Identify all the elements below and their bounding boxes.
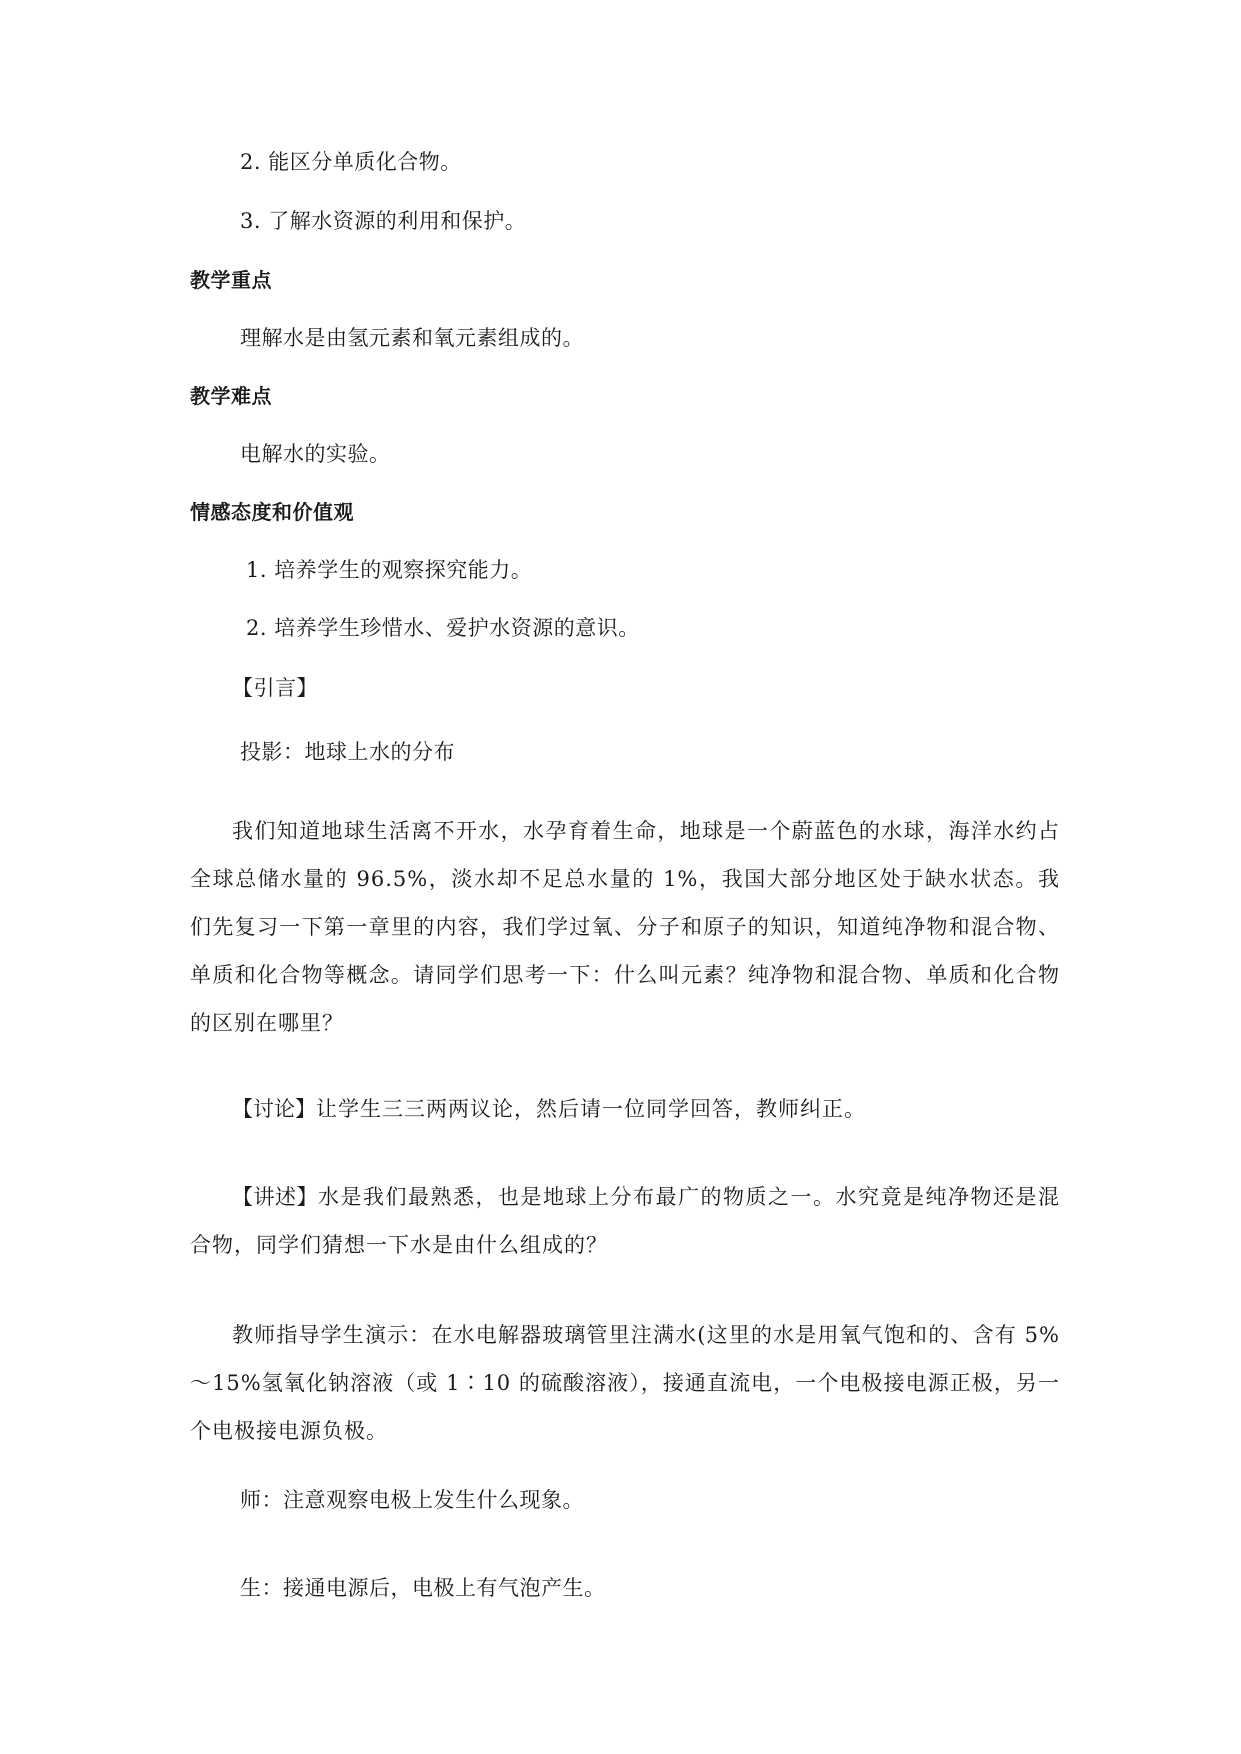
values-heading: 情感态度和价值观 [190,500,354,524]
teacher-line: 师：注意观察电极上发生什么现象。 [240,1488,584,1512]
difficulty-text: 电解水的实验。 [240,442,391,466]
intro-label: 【引言】 [232,676,318,700]
objective-item-3: 3. 了解水资源的利用和保护。 [240,209,527,233]
values-item-2: 2. 培养学生珍惜水、爱护水资源的意识。 [246,616,640,640]
difficulty-heading: 教学难点 [190,384,272,408]
intro-paragraph: 我们知道地球生活离不开水，水孕育着生命，地球是一个蔚蓝色的水球，海洋水约占全球总储水量的 96.5%，淡水却不足总水量的 1%，我国大部分地区处于缺水状态。我们先复习一下第一章里的内容，我们学过氧、分子和原子的知识，知道纯净物和混合物、单质和化合物等概念。请同学们思考一下：什么叫元素？纯净物和混合物、单质和化合物的区别在哪里？ [190,819,1060,1035]
objective-item-2: 2. 能区分单质化合物。 [240,150,462,174]
key-point-text: 理解水是由氢元素和氧元素组成的。 [240,326,584,350]
discussion-paragraph [190,1085,1060,1133]
demo-paragraph: 教师指导学生演示：在水电解器玻璃管里注满水(这里的水是用氧气饱和的、含有 5%～15%氢氧化钠溶液（或 1∶10 的硫酸溶液），接通直流电，一个电极接电源正极，另一个电极接电源负极。 [190,1323,1060,1443]
discussion-label: 【讨论】 [232,1097,316,1121]
lecture-paragraph [190,1173,1060,1269]
key-point-heading: 教学重点 [190,268,272,292]
lecture-text: 水是我们最熟悉，也是地球上分布最广的物质之一。水究竟是纯净物还是混合物，同学们猜想一下水是由什么组成的？ [190,1185,1060,1257]
values-item-1: 1. 培养学生的观察探究能力。 [246,558,533,582]
student-line: 生：接通电源后，电极上有气泡产生。 [240,1576,606,1600]
lecture-label: 【讲述】 [232,1185,318,1209]
discussion-text: 让学生三三两两议论，然后请一位同学回答，教师纠正。 [316,1097,866,1121]
projection-line: 投影：地球上水的分布 [240,740,455,764]
